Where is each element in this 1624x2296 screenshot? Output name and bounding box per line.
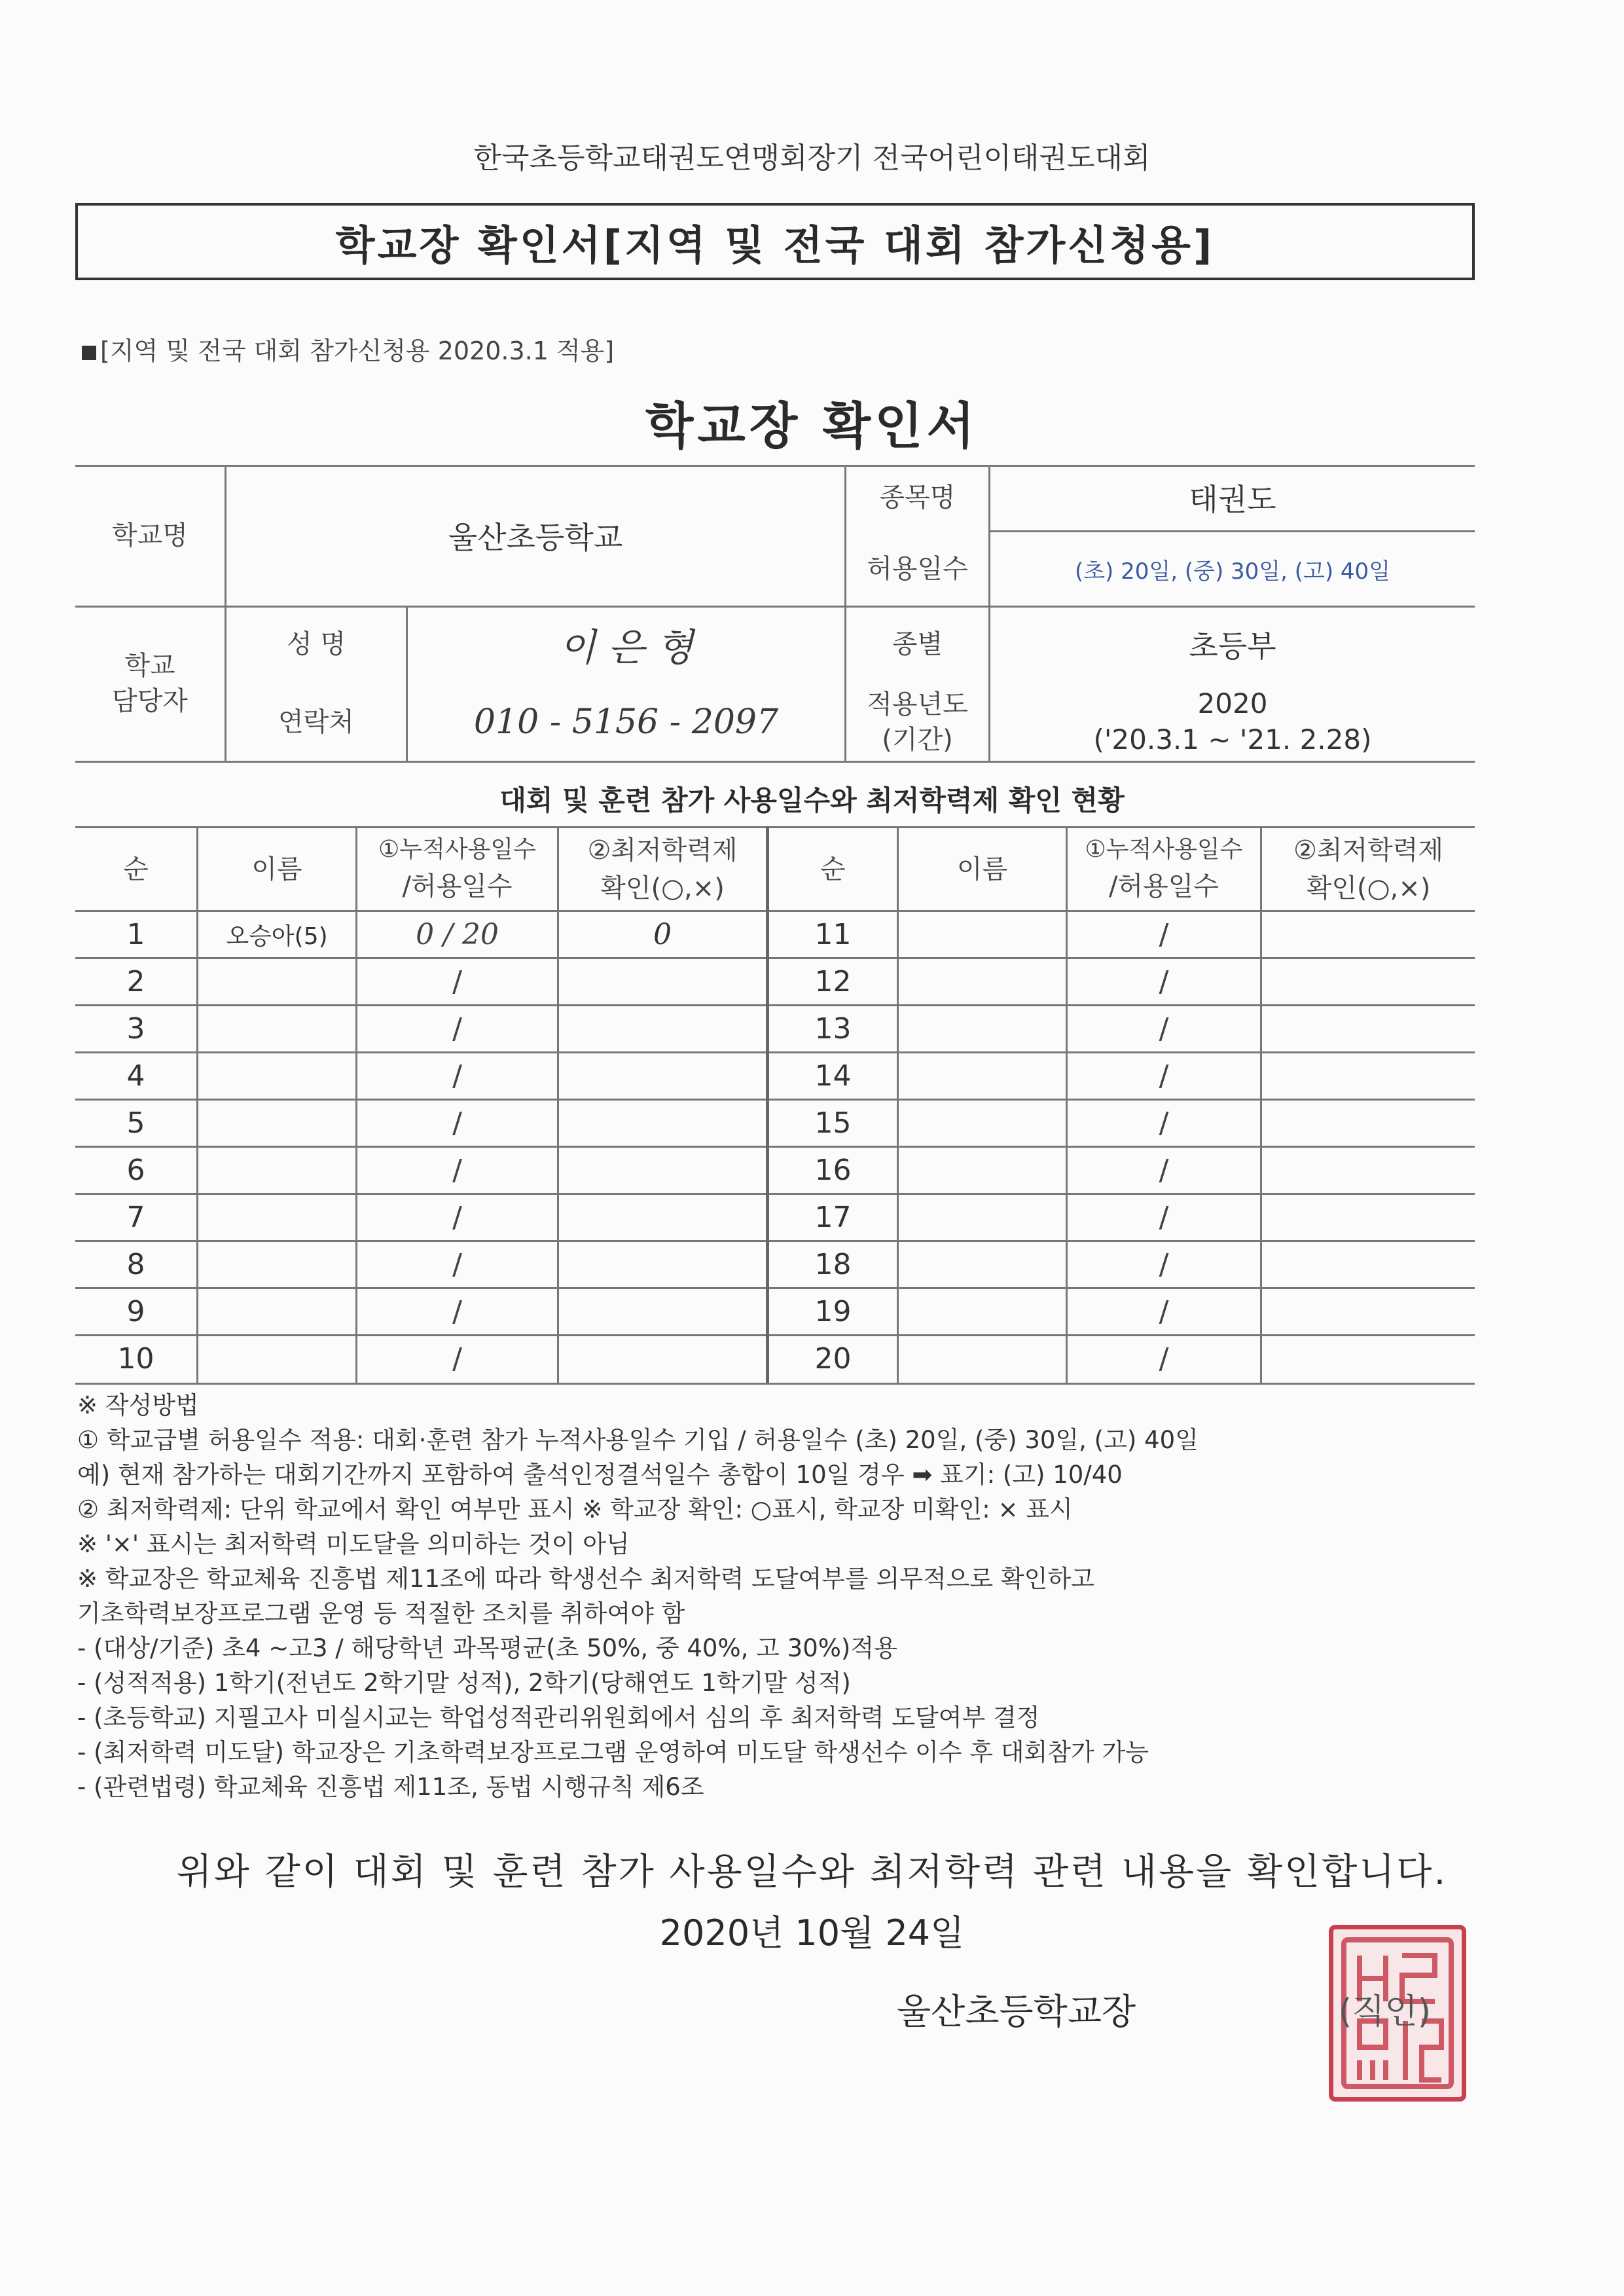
header-name-right: 이름 [956, 854, 1008, 884]
table-cell-name [899, 912, 1066, 957]
table-cell-check [1262, 912, 1475, 957]
section-title: 대회 및 훈련 참가 사용일수와 최저학력제 확인 현황 [499, 784, 1125, 816]
org-title: 한국초등학교태권도연맹회장기 전국어린이태권도대회 [473, 141, 1151, 175]
table-cell-no: 3 [126, 1012, 145, 1046]
table-cell-name [198, 1053, 355, 1099]
table-cell-no: 7 [126, 1201, 145, 1234]
table-cell-no: 1 [126, 918, 145, 951]
instruction-line: ※ 학교장은 학교체육 진흥법 제11조에 따라 학생선수 최저학력 도달여부를 의무적으로 확인하고 [77, 1565, 1094, 1593]
table-cell-name [198, 1289, 355, 1334]
year-label [846, 683, 988, 761]
year-label-line2: (기간) [882, 724, 953, 755]
closing-statement: 위와 같이 대회 및 훈련 참가 사용일수와 최저학력 관련 내용을 확인합니다. [176, 1851, 1448, 1893]
manager-label-line1: 학교 [124, 650, 175, 681]
year-label-line1: 적용년도 [867, 689, 968, 720]
table-cell-days: / [1159, 1059, 1169, 1093]
school-value: 울산초등학교 [448, 519, 623, 555]
table-cell-name [899, 959, 1066, 1004]
table-cell-no: 20 [814, 1342, 852, 1376]
header-days-line2: /허용일수 [402, 871, 513, 902]
table-cell-days: / [1159, 1248, 1169, 1281]
document-title: 학교장 확인서 [645, 397, 979, 455]
year-value-line1: 2020 [1197, 687, 1268, 720]
table-cell-no: 9 [126, 1295, 145, 1328]
table-cell-check [1262, 1289, 1475, 1334]
contact-label: 연락처 [278, 706, 354, 737]
table-cell-name [899, 1195, 1066, 1240]
table-cell-no: 16 [814, 1154, 852, 1187]
table-cell-no: 8 [126, 1248, 145, 1281]
applicability-note [82, 331, 614, 367]
table-cell-days: / [452, 1201, 462, 1234]
table-cell-name [198, 1148, 355, 1193]
header-no-right: 순 [820, 854, 846, 884]
table-cell-days: / [452, 1059, 462, 1093]
table-cell-check [559, 1148, 766, 1193]
header-name-left: 이름 [251, 854, 302, 884]
year-value [990, 683, 1475, 761]
table-cell-no: 19 [814, 1295, 852, 1328]
header-days-right [1068, 828, 1260, 910]
instruction-line: 기초학력보장프로그램 운영 등 적절한 조치를 취하여야 함 [77, 1599, 685, 1628]
school-label: 학교명 [112, 520, 188, 551]
table-cell-name [198, 1006, 355, 1051]
table-cell-name [198, 1195, 355, 1240]
instruction-line: 예) 현재 참가하는 대회기간까지 포함하여 출석인정결석일수 총합이 10일 경우 ➡ 표기: (고) 10/40 [77, 1461, 1123, 1489]
table-cell-check [559, 1289, 766, 1334]
header-days-line2: /허용일수 [1108, 871, 1219, 902]
table-cell-days: / [452, 1012, 462, 1046]
year-value-line2: ('20.3.1 ~ '21. 2.28) [1093, 723, 1372, 756]
category-label: 종별 [892, 629, 943, 659]
contact-value: 010 - 5156 - 2097 [473, 702, 779, 742]
table-cell-check [1262, 1242, 1475, 1287]
note-text: [지역 및 전국 대회 참가신청용 2020.3.1 적용] [100, 337, 615, 365]
days-label: 허용일수 [867, 554, 968, 584]
table-cell-no: 18 [814, 1248, 852, 1281]
table-cell-name [899, 1289, 1066, 1334]
table-cell-check [1262, 1195, 1475, 1240]
table-cell-name [198, 1242, 355, 1287]
table-cell-days: / [452, 1248, 462, 1281]
name-label: 성 명 [287, 629, 346, 659]
seal-label: (직인) [1339, 1992, 1432, 2032]
table-cell-check [559, 1195, 766, 1240]
header-check-right [1262, 828, 1475, 910]
table-cell-check [1262, 1053, 1475, 1099]
main-title: 학교장 확인서[지역 및 전국 대회 참가신청용] [75, 203, 1475, 280]
table-cell-name [198, 1101, 355, 1146]
table-cell-check: 0 [653, 918, 672, 951]
manager-label [75, 606, 225, 761]
table-cell-no: 17 [814, 1201, 852, 1234]
instruction-line: - (대상/기준) 초4 ~고3 / 해당학년 과목평균(초 50%, 중 40%, 고 30%)적용 [77, 1634, 897, 1662]
square-bullet-icon [82, 346, 96, 360]
table-cell-no: 10 [117, 1342, 154, 1376]
table-cell-days: / [1159, 965, 1169, 998]
header-check-line2: 확인(○,×) [600, 873, 725, 903]
table-cell-no: 15 [814, 1106, 852, 1140]
event-label: 종목명 [879, 483, 956, 513]
table-cell-check [559, 1006, 766, 1051]
instruction-line: - (최저학력 미도달) 학교장은 기초학력보장프로그램 운영하여 미도달 학생선수 이수 후 대회참가 가능 [77, 1738, 1149, 1766]
table-cell-no: 13 [814, 1012, 852, 1046]
table-cell-check [559, 1053, 766, 1099]
instruction-line: ※ 작성방법 [77, 1391, 199, 1419]
table-cell-name [198, 1336, 355, 1381]
table-cell-name [899, 1148, 1066, 1193]
table-cell-name [198, 959, 355, 1004]
instruction-line: - (초등학교) 지필고사 미실시교는 학업성적관리위원회에서 심의 후 최저학력 도달여부 결정 [77, 1704, 1040, 1732]
manager-label-line2: 담당자 [112, 685, 188, 716]
table-cell-name [899, 1006, 1066, 1051]
table-cell-no: 12 [814, 965, 852, 998]
table-cell-name [899, 1242, 1066, 1287]
table-cell-check [559, 959, 766, 1004]
table-cell-days: / [1159, 1012, 1169, 1046]
table-cell-check [1262, 1101, 1475, 1146]
header-check-line1: ②최저학력제 [1293, 835, 1444, 866]
table-cell-check [1262, 1006, 1475, 1051]
instruction-line: ※ '×' 표시는 최저학력 미도달을 의미하는 것이 아님 [77, 1530, 630, 1558]
category-value: 초등부 [1189, 629, 1276, 664]
event-value: 태권도 [1189, 482, 1276, 517]
instruction-line: ① 학교급별 허용일수 적용: 대회·훈련 참가 누적사용일수 기입 / 허용일수 (초) 20일, (중) 30일, (고) 40일 [77, 1426, 1199, 1454]
header-check-line2: 확인(○,×) [1306, 873, 1431, 903]
table-cell-name [899, 1101, 1066, 1146]
table-cell-days: / [452, 1342, 462, 1376]
table-cell-check [559, 1101, 766, 1146]
header-days-left [357, 828, 557, 910]
table-cell-check [1262, 959, 1475, 1004]
instructions [77, 1388, 1543, 1804]
table-cell-days: / [1159, 1106, 1169, 1140]
table-cell-name: 오승아(5) [226, 923, 328, 950]
table-cell-days: / [1159, 1154, 1169, 1187]
table-cell-no: 11 [814, 918, 852, 951]
table-cell-days: / [1159, 1201, 1169, 1234]
header-check-line1: ②최저학력제 [587, 835, 738, 866]
instruction-line: - (성적적용) 1학기(전년도 2학기말 성적), 2학기(당해연도 1학기말 성적) [77, 1669, 851, 1697]
table-cell-no: 4 [126, 1059, 145, 1093]
table-cell-check [1262, 1148, 1475, 1193]
signer: 울산초등학교장 [897, 1991, 1136, 2032]
table-cell-name [899, 1053, 1066, 1099]
instruction-line: - (관련법령) 학교체육 진흥법 제11조, 동법 시행규칙 제6조 [77, 1773, 704, 1801]
header-days-line1: ①누적사용일수 [1085, 836, 1243, 864]
table-cell-days: / [452, 965, 462, 998]
instruction-line: ② 최저학력제: 단위 학교에서 확인 여부만 표시 ※ 학교장 확인: ○표시, 학교장 미확인: × 표시 [77, 1495, 1073, 1523]
table-cell-no: 14 [814, 1059, 852, 1093]
table-cell-check [559, 1336, 766, 1381]
table-cell-check [1262, 1336, 1475, 1381]
table-cell-no: 2 [126, 965, 145, 998]
table-cell-days: / [1159, 1295, 1169, 1328]
table-cell-no: 5 [126, 1106, 145, 1140]
header-days-line1: ①누적사용일수 [378, 836, 536, 864]
table-cell-name [899, 1336, 1066, 1381]
table-cell-check [559, 1242, 766, 1287]
name-value: 이 은 형 [559, 625, 693, 670]
table-cell-days: / [452, 1295, 462, 1328]
header-no-left: 순 [123, 854, 149, 884]
days-value: (초) 20일, (중) 30일, (고) 40일 [1074, 558, 1391, 585]
table-cell-days: 0 / 20 [416, 918, 499, 951]
table-cell-days: / [1159, 918, 1169, 951]
table-cell-no: 6 [126, 1154, 145, 1187]
document-date: 2020년 10월 24일 [659, 1912, 965, 1954]
header-check-left [559, 828, 766, 910]
table-cell-days: / [452, 1106, 462, 1140]
table-cell-days: / [1159, 1342, 1169, 1376]
table-cell-days: / [452, 1154, 462, 1187]
